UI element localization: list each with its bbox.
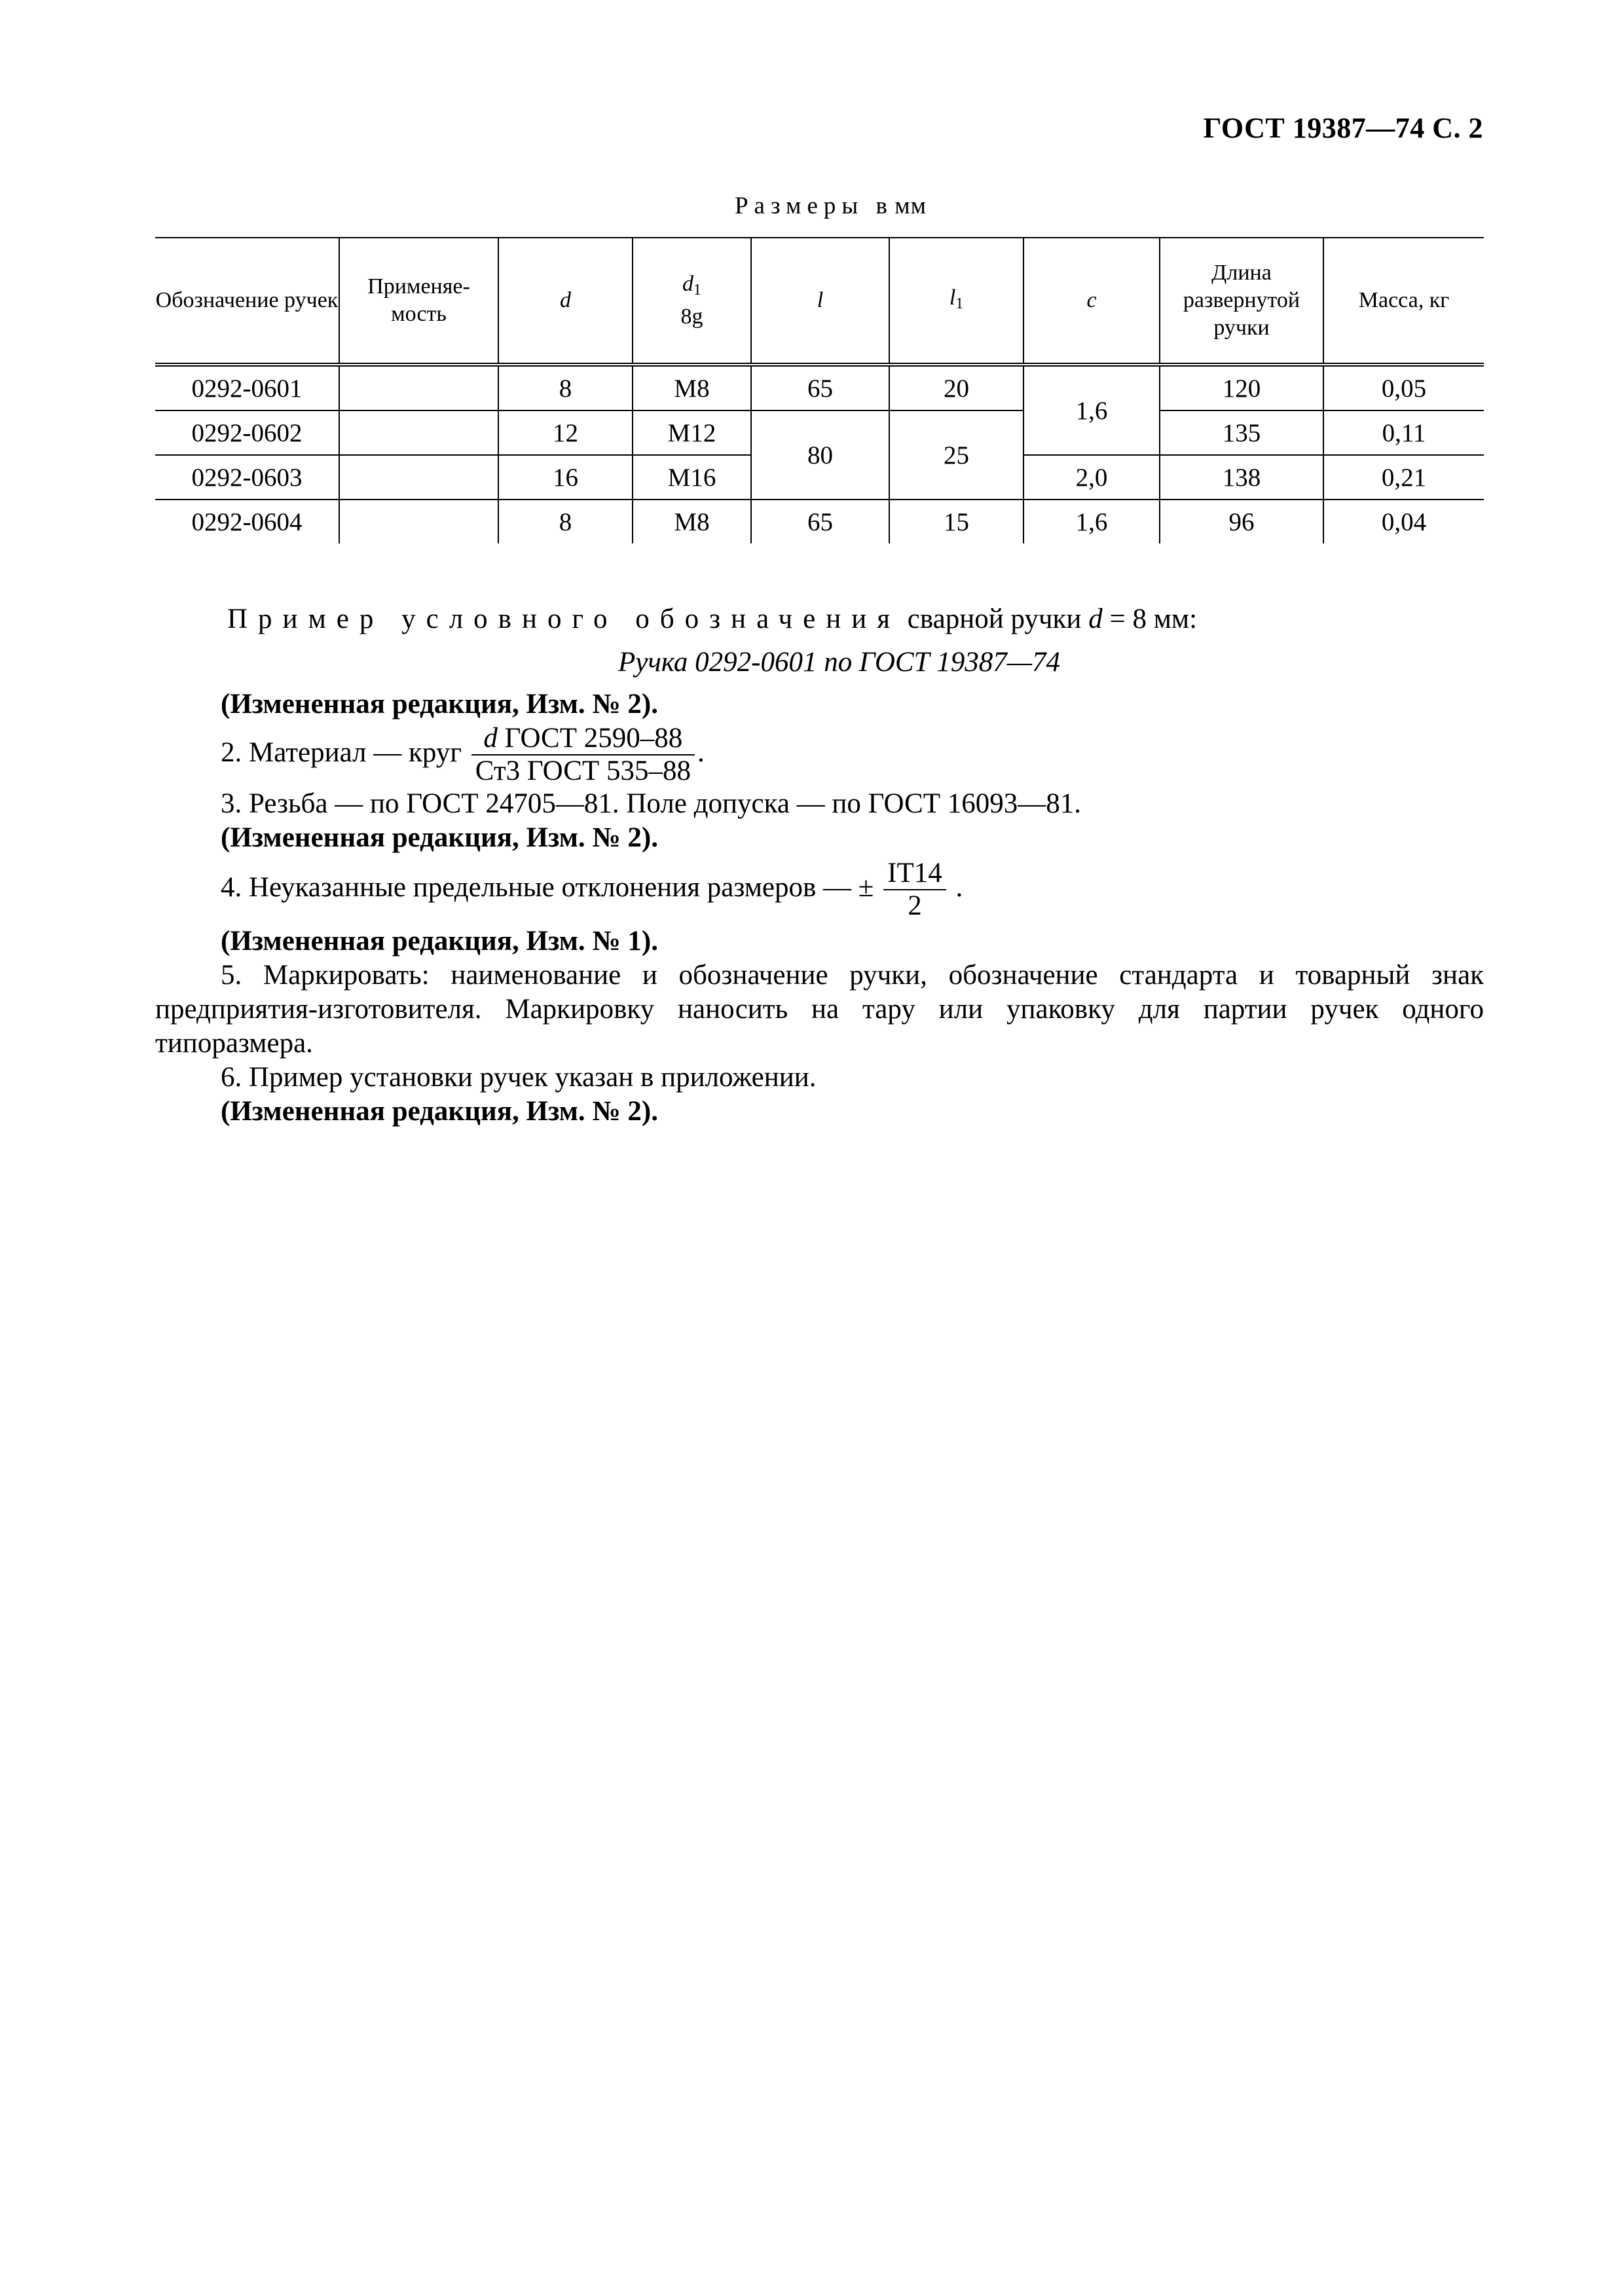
cell-d: 8: [498, 365, 633, 410]
item-2: [155, 723, 1484, 787]
dimensions-table: [155, 237, 1484, 543]
item4-suffix: .: [948, 871, 963, 903]
col-header-d: d: [498, 238, 633, 365]
cell-length: 120: [1160, 365, 1323, 410]
item-5: 5. Маркировать: наименование и обозначение ручки, обозначение стандарта и товарный знак предприятия-изготовителя. Маркировку наносить на тару или упаковку для партии ручек одного типоразмера.: [155, 960, 1484, 1059]
edit-note: (Измененная редакция, Изм. № 1).: [221, 926, 658, 957]
edit-note: (Измененная редакция, Изм. № 2).: [221, 1096, 658, 1127]
d1-symbol: d: [682, 271, 694, 296]
cell-l: 65: [751, 365, 889, 410]
cell-mass: 0,05: [1323, 365, 1484, 410]
page-header: ГОСТ 19387—74 С. 2: [1203, 112, 1483, 144]
cell-applicability: [339, 500, 498, 543]
fraction-numerator: IT14: [883, 858, 946, 890]
col-header-c: c: [1023, 238, 1160, 365]
cell-l1: 15: [889, 500, 1023, 543]
cell-d: 16: [498, 455, 633, 500]
table-caption-unit: в мм: [876, 192, 927, 219]
item-4: [155, 858, 1484, 922]
col-header-designation: Обозначение ручек: [155, 238, 339, 365]
cell-applicability: [339, 365, 498, 410]
example-designation: Ручка 0292-0601 по ГОСТ 19387—74: [617, 647, 1060, 678]
example-intro: [155, 602, 1484, 636]
cell-applicability: [339, 455, 498, 500]
l1-symbol: l: [949, 285, 956, 310]
table-row: [155, 500, 1484, 543]
item4-prefix: 4. Неуказанные предельные отклонения размеров — ±: [221, 871, 881, 903]
fraction-denominator: 2: [908, 890, 922, 921]
numerator-var: d: [483, 723, 498, 754]
cell-mass: 0,04: [1323, 500, 1484, 543]
cell-applicability: [339, 410, 498, 455]
item-6: 6. Пример установки ручек указан в приложении.: [221, 1062, 817, 1093]
cell-d1: M12: [633, 410, 751, 455]
numerator-text: ГОСТ 2590–88: [497, 723, 683, 754]
table-caption: [0, 192, 1622, 220]
l1-subscript: 1: [955, 295, 964, 312]
tolerance-fraction: [883, 858, 946, 922]
table-header-row: [155, 238, 1484, 365]
d1-subscript: 1: [693, 281, 701, 299]
example-lead-var: d: [1088, 604, 1103, 634]
example-lead-value: = 8 мм:: [1102, 604, 1198, 634]
cell-length: 138: [1160, 455, 1323, 500]
fraction-denominator: Ст3 ГОСТ 535–88: [475, 756, 691, 786]
cell-length: 135: [1160, 410, 1323, 455]
cell-c: 2,0: [1023, 455, 1160, 500]
item2-prefix: 2. Материал — круг: [221, 737, 469, 768]
cell-l1: 20: [889, 365, 1023, 410]
example-lead-spaced: Пример условного обозначения: [227, 604, 901, 634]
col-header-l: l: [751, 238, 889, 365]
example-lead-rest: сварной ручки: [900, 604, 1089, 634]
cell-designation: 0292-0601: [155, 365, 339, 410]
col-header-d1: [633, 238, 751, 365]
body-text: [155, 602, 1484, 1129]
cell-l: 80: [751, 410, 889, 500]
table-row: [155, 410, 1484, 455]
cell-d: 12: [498, 410, 633, 455]
edit-note: (Измененная редакция, Изм. № 2).: [221, 822, 658, 853]
col-header-mass: Масса, кг: [1323, 238, 1484, 365]
cell-designation: 0292-0604: [155, 500, 339, 543]
col-header-l1: [889, 238, 1023, 365]
d1-thread-tolerance: 8g: [680, 304, 703, 329]
cell-designation: 0292-0602: [155, 410, 339, 455]
col-header-length: Длина развернутой ручки: [1160, 238, 1323, 365]
cell-length: 96: [1160, 500, 1323, 543]
cell-designation: 0292-0603: [155, 455, 339, 500]
material-fraction: [471, 723, 695, 787]
table-caption-label: Размеры: [734, 192, 864, 219]
cell-mass: 0,21: [1323, 455, 1484, 500]
table-row: [155, 365, 1484, 410]
cell-c: 1,6: [1023, 500, 1160, 543]
item-3: 3. Резьба — по ГОСТ 24705—81. Поле допуска — по ГОСТ 16093—81.: [221, 788, 1081, 819]
cell-d1: M16: [633, 455, 751, 500]
cell-d1: M8: [633, 500, 751, 543]
edit-note: (Измененная редакция, Изм. № 2).: [221, 689, 658, 720]
cell-l: 65: [751, 500, 889, 543]
cell-d1: M8: [633, 365, 751, 410]
cell-c: 1,6: [1023, 365, 1160, 455]
cell-l1: 25: [889, 410, 1023, 500]
cell-d: 8: [498, 500, 633, 543]
item2-suffix: .: [697, 737, 705, 768]
cell-mass: 0,11: [1323, 410, 1484, 455]
fraction-numerator: [471, 723, 695, 756]
col-header-applicability: Применяе-мость: [339, 238, 498, 365]
